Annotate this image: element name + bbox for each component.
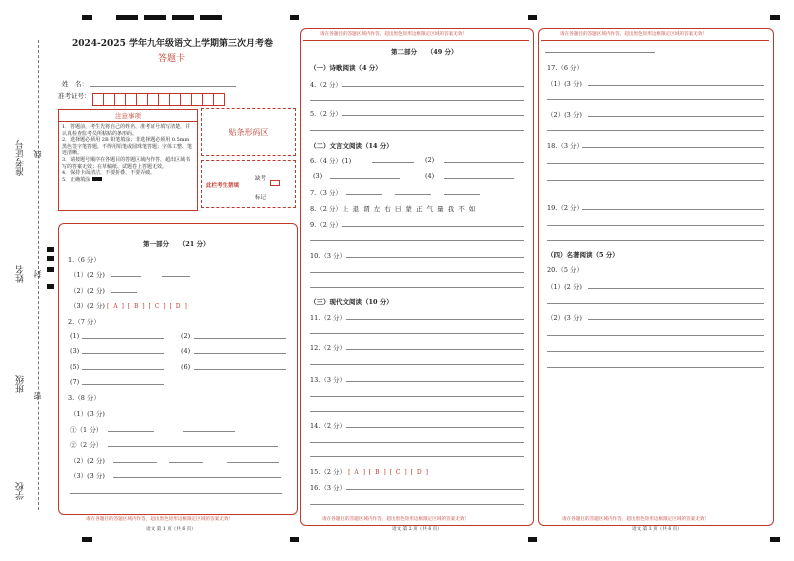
q18-label: 18.（3 分） [547,142,584,150]
q1-1-blank-b[interactable] [162,276,190,277]
q16-blank-2[interactable] [310,504,524,505]
q2-blank-1[interactable] [82,338,164,339]
side-label-line: 线 [33,150,42,158]
q1-3-label: （3）(2 分) [ A ] [ B ] [ C ] [ D ] [70,302,188,310]
q10-blank[interactable] [346,257,524,258]
q5-blank[interactable] [342,115,524,116]
warning-text: 请在各题目的答题区域内作答，超出黑色矩形边框限定区域的答案无效！ [86,517,234,522]
q1-2-blank[interactable] [111,292,137,293]
q12-blank-2[interactable] [310,364,524,365]
q3-2-blank-2[interactable] [169,462,203,463]
q2-blank-1-label: (1) [70,332,80,340]
timing-mark [47,256,54,261]
q19-blank-3[interactable] [547,240,764,241]
section-classics: （四）名著阅读（5 分） [547,251,619,259]
notes-title: 注意事项 [59,110,197,122]
timing-mark [528,15,537,20]
q16-continuation[interactable] [545,52,655,53]
q1-1-blank-a[interactable] [111,276,141,277]
page-footer: 语文 第 3 页（共 6 页） [632,527,682,532]
q20-1-blank-2[interactable] [547,303,764,304]
q6-1-blank[interactable] [372,162,414,163]
q18-blank-2[interactable] [547,163,764,164]
fill-sample [92,177,102,181]
q19-blank-2[interactable] [547,225,764,226]
warning-text: 请在各题目的答题区域内作答，超出黑色矩形边框限定区域的答案无效！ [320,32,468,37]
q2-blank-7-label: (7) [70,378,80,386]
notes-list [59,122,197,185]
q17-2-blank[interactable] [588,116,764,117]
q15-label: 15.（2 分） [ A ] [ B ] [ C ] [ D ] [310,468,429,476]
q13-label: 13.（3 分） [310,376,347,384]
q20-2-blank-4[interactable] [547,367,764,368]
part2-inner-rule [303,40,529,41]
q1-2-label: （2）(2 分) [70,287,105,295]
q12-blank[interactable] [346,349,524,350]
q20-1-label: （1）(2 分) [547,283,582,291]
page-footer: 语文 第 1 页（共 6 页） [146,527,196,532]
part3-inner-rule [541,40,769,41]
q13-blank-3[interactable] [310,411,524,412]
timing-mark [290,537,299,542]
warning-text: 请在各题目的答题区域内作答，超出黑色矩形边框限定区域的答案无效！ [560,32,708,37]
q9-blank[interactable] [342,226,524,227]
q3-1-b-blank[interactable] [108,446,278,447]
q3-label: 3.（8 分） [68,394,100,402]
q4-label: 4.（2 分） [310,81,342,89]
q13-blank-2[interactable] [310,396,524,397]
q10-blank-3[interactable] [310,287,524,288]
q6-2-label: (2) [425,156,435,164]
q17-2-blank-2[interactable] [547,130,764,131]
q7-blank-1[interactable] [346,194,382,195]
timing-mark [172,15,194,20]
section-poetry: （一）诗歌阅读（4 分） [310,64,382,72]
q3-1-a-label: ①（1 分） [70,426,103,434]
q18-blank[interactable] [582,147,764,148]
q20-2-blank-2[interactable] [547,335,764,336]
q20-2-blank[interactable] [588,319,764,320]
answer-sheet-subtitle: 答题卡 [158,54,186,64]
q20-label: 20.（5 分） [547,266,584,274]
note-item: 4．保持卡面清洁，不要折叠、不要弄破。 [62,170,156,177]
q17-1-blank[interactable] [588,85,764,86]
q17-1-blank-2[interactable] [547,99,764,100]
q3-3-label: （3）(3 分) [70,472,105,480]
q3-1-a-blank-1[interactable] [108,431,154,432]
q8-label: 8.（2 分） [310,205,342,213]
note-item: 5．正确填涂 [62,177,194,184]
q6-4-blank[interactable] [444,178,514,179]
part2-title: 第二部分 （49 分） [391,48,458,56]
q3-1-a-blank-2[interactable] [183,431,235,432]
mark-label: 标记 [255,195,267,201]
q2-blank-4[interactable] [194,353,286,354]
q2-label: 2.（7 分） [68,318,100,326]
q2-blank-2-label: (2) [181,332,191,340]
note-item: 3．请按题号顺序在各题目的答题区域内作答，超出区域书写的答案无效；在草稿纸、试题卷上答题无效。 [62,156,191,170]
q1-label: 1.（6 分） [68,256,100,264]
q4-blank-2[interactable] [310,100,524,101]
q6-4-label: (4) [425,172,435,180]
q17-2-label: （2）(3 分) [547,111,582,119]
note-item: 2．选择题必须用 2B 铅笔填涂；非选择题必须用 0.5mm 黑色签字笔答题，不得用铅笔或圆珠笔答题；字体工整、笔迹清晰。 [62,137,193,157]
q10-blank-2[interactable] [310,272,524,273]
q20-2-blank-3[interactable] [547,351,764,352]
q17-1-label: （1）(3 分) [547,80,582,88]
warning-text: 请在各题目的答题区域内作答，超出黑色矩形边框限定区域的答案无效！ [562,517,710,522]
q9-label: 9.（2 分） [310,221,342,229]
q16-label: 16.（3 分） [310,484,347,492]
section-modern: （三）现代文阅读（10 分） [310,298,393,306]
q2-blank-6-label: (6) [181,363,191,371]
q11-blank[interactable] [346,319,524,320]
part3-box [538,28,774,526]
q3-1-b-label: ②（2 分） [70,441,103,449]
timing-mark [82,15,92,20]
q18-blank-3[interactable] [547,180,764,181]
exam-title: 2024-2025 学年九年级语文上学期第三次月考卷 [72,39,273,49]
q20-2-label: （2）(3 分) [547,314,582,322]
absent-label: 此栏考生禁填 [206,183,240,189]
q7-blank-3[interactable] [444,194,480,195]
warning-text: 请在各题目的答题区域内作答，超出黑色矩形边框限定区域的答案无效！ [322,517,470,522]
timing-mark [200,15,222,20]
section-classical: （二）文言文阅读（14 分） [310,142,393,150]
q3-2-label: （2）(2 分) [70,457,105,465]
q2-blank-4-label: (4) [181,347,191,355]
q13-blank[interactable] [346,381,524,382]
side-label-seal: 封 [33,270,42,278]
q5-blank-2[interactable] [310,130,524,131]
q7-label: 7.（3 分） [310,189,342,197]
q3-2-blank-3[interactable] [227,462,279,463]
side-label-class: 班级 [16,375,26,393]
q15-options[interactable]: [ A ] [ B ] [ C ] [ D ] [348,469,429,476]
timing-mark [47,284,54,289]
absent-box [201,160,296,208]
q20-1-blank[interactable] [588,288,764,289]
timing-mark [528,537,537,542]
timing-mark [770,15,780,20]
side-label-id: 准考证号 [16,140,26,176]
timing-mark [82,537,92,542]
barcode-area: 贴条形码区 [201,108,296,156]
q8-sentence[interactable]: 上 退 谓 左 右 曰 蒙 正 气 量 我 不 如 [342,205,477,213]
timing-mark [47,247,54,252]
q14-blank[interactable] [346,427,524,428]
q3-1-label: （1）(3 分) [70,410,105,418]
q2-blank-5-label: (5) [70,363,80,371]
name-field[interactable] [90,86,236,87]
q2-blank-6[interactable] [194,369,286,370]
q5-label: 5.（2 分） [310,110,342,118]
q14-blank-3[interactable] [310,456,524,457]
note-item: 1．答题前，考生先将自己的姓名、准考证号填写清楚，并认真检查监考员所粘贴的条形码。 [62,124,191,137]
notes-box [58,109,198,211]
q1-1-label: （1）(2 分) [70,271,105,279]
q3-2-blank-1[interactable] [113,462,157,463]
q14-label: 14.（2 分） [310,422,347,430]
q6-label: 6.（4 分）(1) [310,157,352,165]
q6-3-blank[interactable] [330,178,400,179]
q19-label: 19.（2 分） [547,204,584,212]
q11-label: 11.（2 分） [310,314,347,322]
page-footer: 语文 第 2 页（共 6 页） [392,527,442,532]
side-label-school: 学校 [16,482,26,500]
q9-blank-2[interactable] [310,240,524,241]
q14-blank-2[interactable] [310,442,524,443]
q7-blank-2[interactable] [395,194,431,195]
q19-blank[interactable] [582,209,764,210]
q16-blank[interactable] [346,489,524,490]
id-label: 准考证号： [58,92,91,100]
q2-blank-3-label: (3) [70,347,80,355]
name-label: 姓 名： [62,80,88,88]
q2-blank-7[interactable] [82,384,164,385]
id-boxes[interactable] [92,89,224,108]
timing-mark [144,15,166,20]
q2-blank-5[interactable] [82,369,164,370]
q10-label: 10.（3 分） [310,252,347,260]
q2-blank-3[interactable] [82,353,164,354]
side-label-dense: 密 [33,392,42,400]
q17-label: 17.（6 分） [547,64,584,72]
q12-label: 12.（2 分） [310,344,347,352]
q6-2-blank[interactable] [444,162,524,163]
timing-mark [290,15,299,20]
q2-blank-2[interactable] [194,338,286,339]
part1-title: 第一部分 （21 分） [143,240,210,248]
missing-checkbox[interactable] [270,180,280,186]
timing-mark [47,267,54,272]
q6-3-label: (3) [313,172,323,180]
q3-3-blank[interactable] [113,477,281,478]
timing-mark [116,15,138,20]
q11-blank-2[interactable] [310,333,524,334]
missing-label: 缺考 [255,176,267,182]
timing-mark [770,537,780,542]
q4-blank[interactable] [342,86,524,87]
q1-3-options[interactable]: [ A ] [ B ] [ C ] [ D ] [107,303,188,310]
side-label-name: 姓名 [16,265,26,283]
q3-3-blank-2[interactable] [70,493,282,494]
part2-box [300,28,534,526]
